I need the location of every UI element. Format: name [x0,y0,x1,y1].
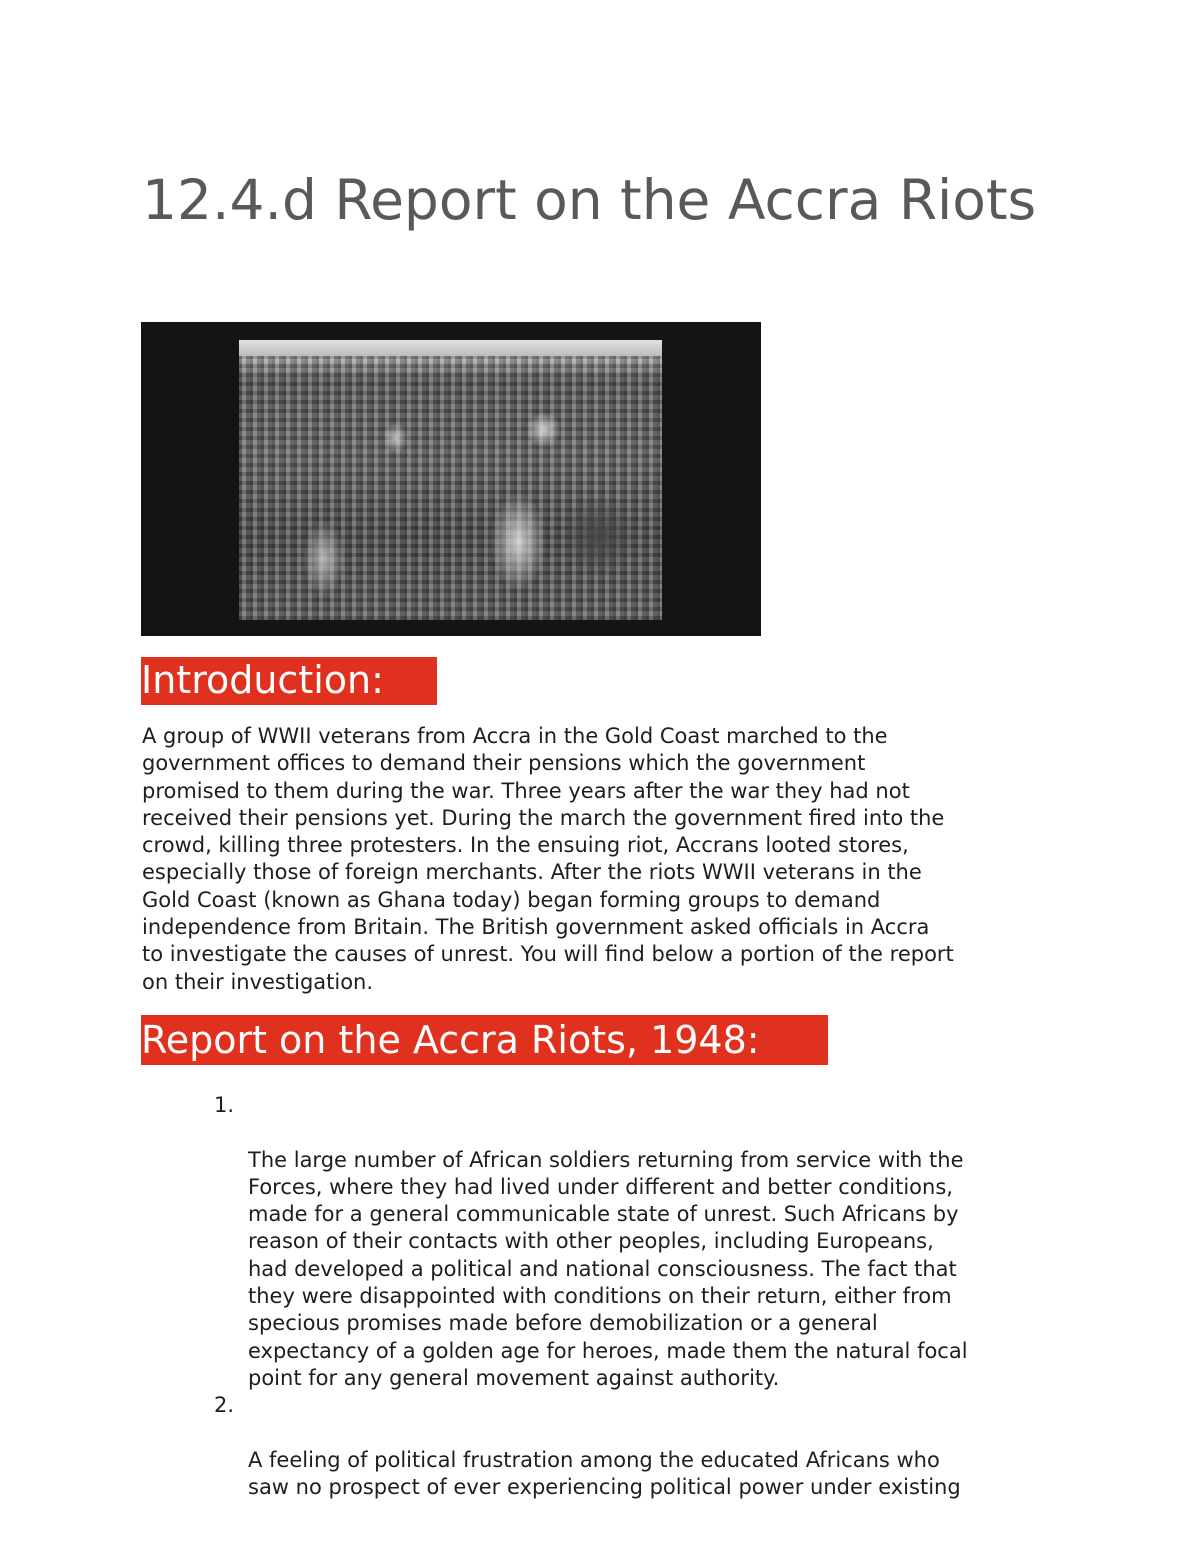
photo-sky [239,340,662,356]
crowd-photo [239,340,662,620]
report-list [210,1092,1070,1501]
list-item-text: A feeling of political frustration among the educated Africans who saw no prospect of ever experiencing political power under existing [248,1447,961,1500]
list-item-text: The large number of African soldiers returning from service with the Forces, where they had lived under different and better conditions, made for a general communicable state of unrest. Such Africans by reason of their contacts with other peoples, including Europeans, had developed a political and national consciousness. The fact that they were disappointed with conditions on their return, either from specious promises made before demobilization or a general expectancy of a golden age for heroes, made them the natural focal point for any general movement against authority. [248,1147,968,1390]
report-heading: Report on the Accra Riots, 1948: [141,1015,828,1065]
photo-frame [141,322,761,636]
introduction-heading: Introduction: [141,657,437,705]
list-item-number: 1. [214,1093,235,1117]
list-item-number: 2. [214,1393,235,1418]
introduction-paragraph: A group of WWII veterans from Accra in the Gold Coast marched to the government offices to demand their pensions which the government promised to them during the war. Three years after the war they had not received their pensions yet. During the march the government fired into the crowd, killing three protesters. In the ensuing riot, Accrans looted stores, especially those of foreign merchants. After the riots WWII veterans in the Gold Coast (known as Ghana today) began forming groups to demand independence from Britain. The British government asked officials in Accra to investigate the causes of unrest. You will find below a portion of the report on their investigation. [142,724,954,994]
page-title: 12.4.d Report on the Accra Riots [142,168,1037,232]
list-item [210,1092,1070,1392]
list-item [210,1392,1070,1501]
